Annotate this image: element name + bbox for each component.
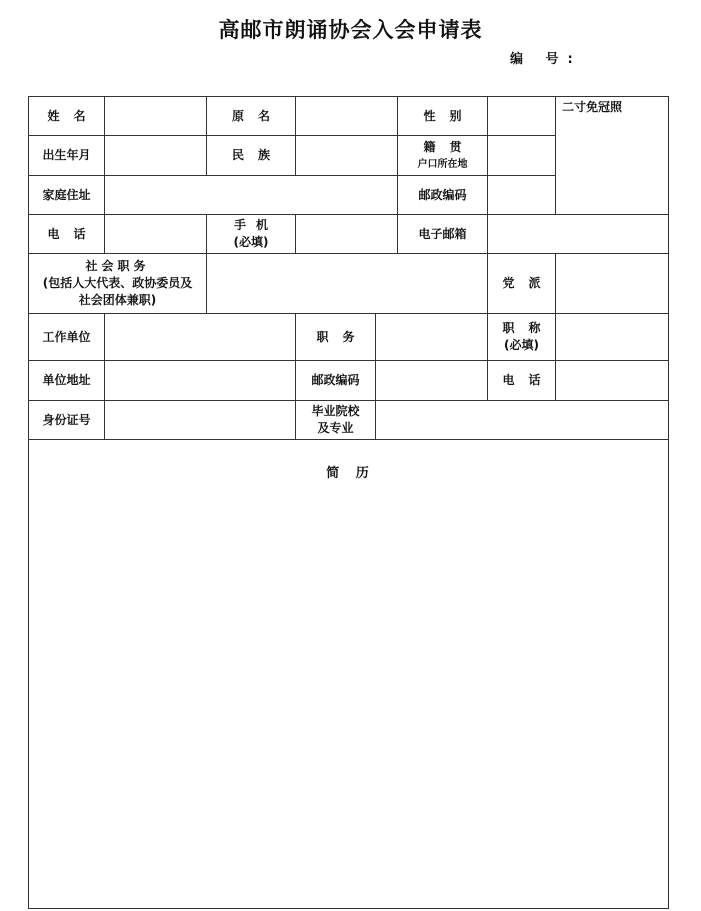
label-school: 毕业院校 及专业 bbox=[311, 404, 360, 435]
label-phone: 电话 bbox=[47, 226, 100, 241]
table-border-bottom bbox=[28, 908, 669, 909]
label-ethnicity: 民族 bbox=[231, 148, 284, 162]
label-birth: 出生年月 bbox=[42, 148, 91, 162]
table-border-right bbox=[668, 96, 669, 909]
label-professional-title: 职称 (必填) bbox=[502, 321, 555, 352]
col-line bbox=[487, 96, 488, 253]
label-email: 电子邮箱 bbox=[418, 226, 467, 241]
label-social-role: 社会职务 (包括人大代表、政协委员及 社会团体兼职) bbox=[42, 259, 193, 307]
col-line bbox=[104, 313, 105, 439]
row-line bbox=[28, 214, 669, 215]
col-line bbox=[104, 96, 105, 253]
label-id-number: 身份证号 bbox=[42, 412, 91, 427]
label-unit-address: 单位地址 bbox=[42, 373, 91, 387]
label-home-address: 家庭住址 bbox=[42, 187, 91, 202]
label-postcode: 邮政编码 bbox=[418, 187, 467, 202]
col-line bbox=[206, 253, 207, 313]
col-line bbox=[295, 214, 296, 253]
label-gender: 性别 bbox=[423, 108, 476, 123]
row-line bbox=[28, 439, 669, 440]
label-name: 姓名 bbox=[47, 108, 100, 123]
label-native-place: 籍贯 户口所在地 bbox=[417, 139, 476, 170]
label-unit-postcode: 邮政编码 bbox=[311, 373, 360, 387]
col-line bbox=[555, 253, 556, 313]
label-mobile: 手机 (必填) bbox=[233, 218, 278, 249]
col-line bbox=[555, 96, 556, 214]
photo-placeholder: 二寸免冠照 bbox=[562, 100, 623, 114]
label-party: 党派 bbox=[502, 276, 555, 290]
col-line bbox=[375, 313, 376, 439]
label-unit-phone: 电话 bbox=[502, 373, 555, 387]
col-line bbox=[295, 96, 296, 175]
table-border-top bbox=[28, 96, 669, 97]
page-title: 高邮市朗诵协会入会申请表 bbox=[218, 18, 483, 42]
label-work-unit: 工作单位 bbox=[42, 329, 91, 344]
serial-number-label: 编 号: bbox=[510, 52, 582, 67]
label-position: 职务 bbox=[316, 329, 369, 344]
label-former-name: 原名 bbox=[231, 108, 284, 123]
col-line bbox=[555, 313, 556, 400]
resume-section-label: 简 历 bbox=[326, 466, 375, 481]
